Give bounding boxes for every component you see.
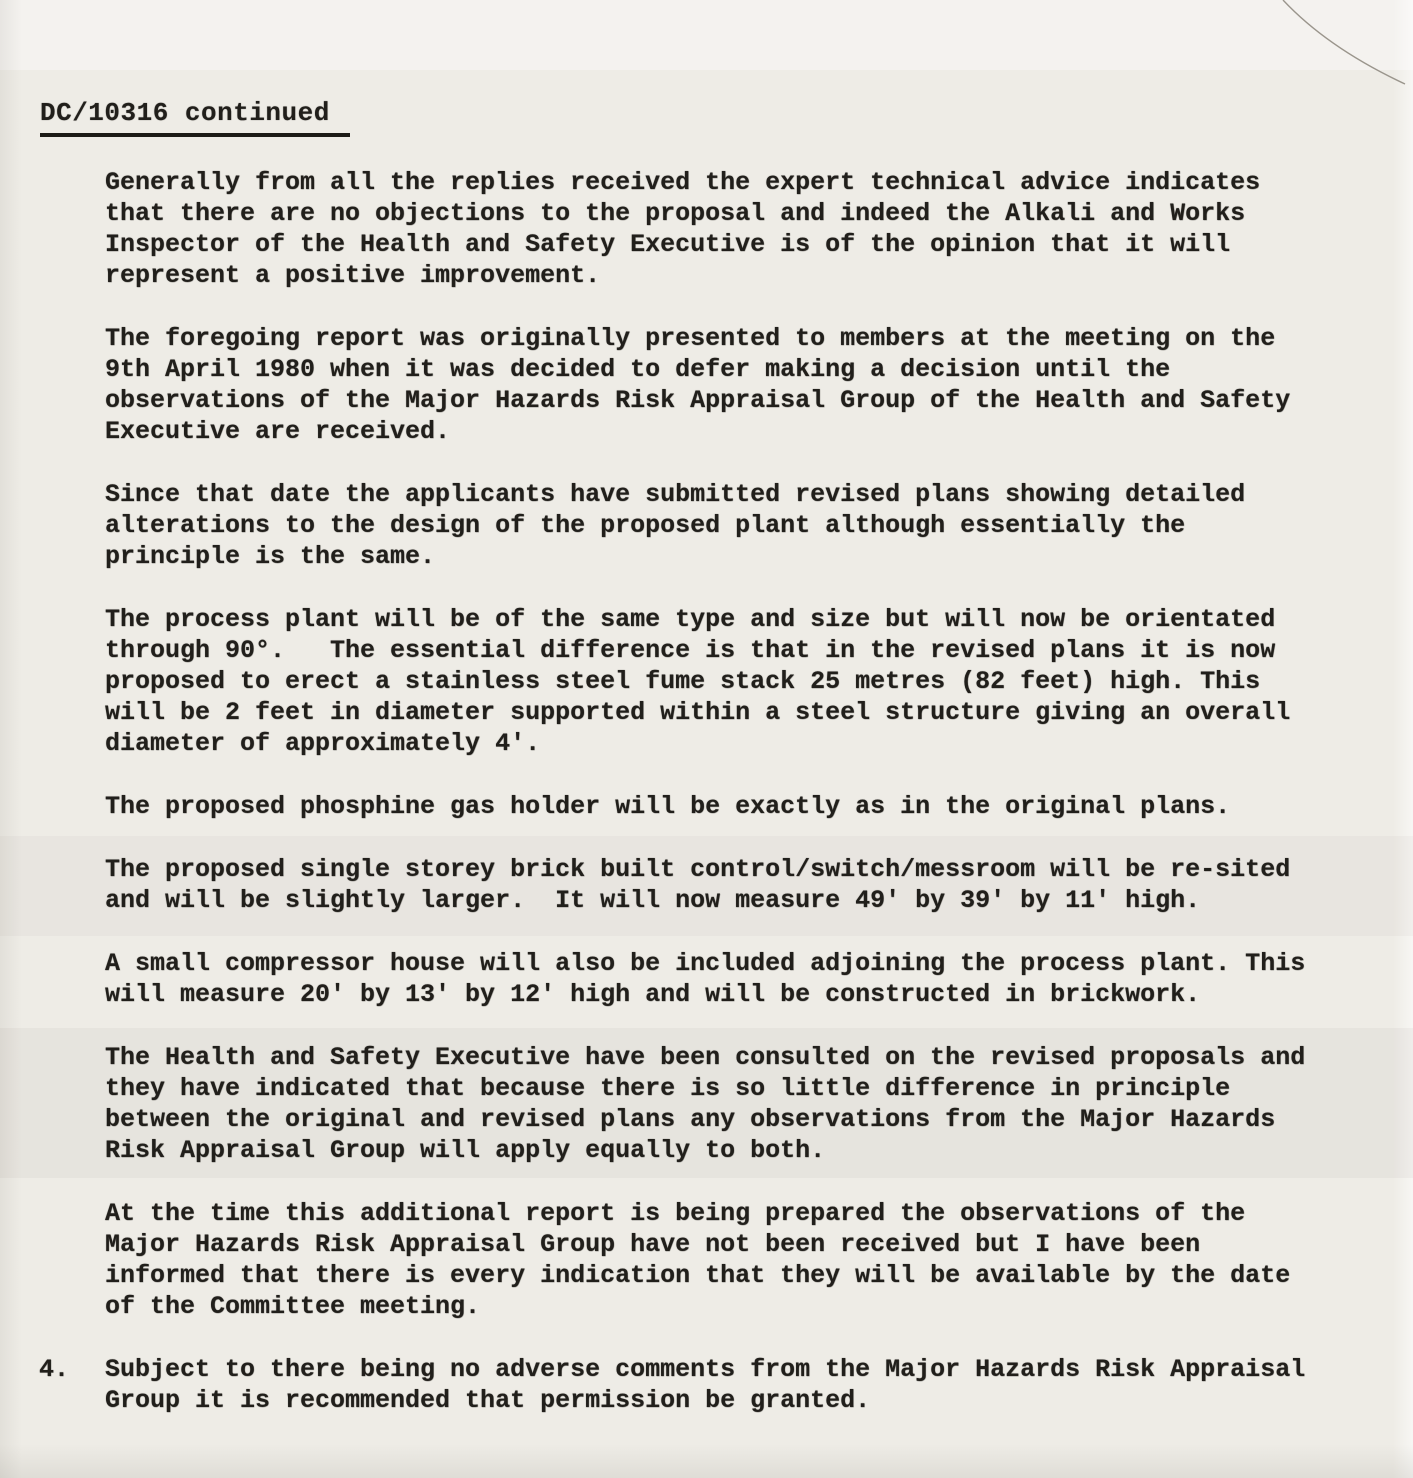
paragraph-gas-holder: The proposed phosphine gas holder will be exactly as in the original plans. <box>105 792 1231 821</box>
item-text: Subject to there being no adverse comments from the Major Hazards Risk Appraisal Group it is recommended that permission be granted. <box>105 1355 1321 1415</box>
paragraph-compressor-house: A small compressor house will also be included adjoining the process plant. This will measure 20' by 13' by 12' high and will be constructed in brickwork. <box>105 949 1321 1009</box>
scan-shading-bottom <box>0 1444 1413 1478</box>
scan-shading-left <box>0 0 22 1478</box>
page-title: DC/10316 continued <box>40 98 350 137</box>
paragraph-foregoing-report: The foregoing report was originally presented to members at the meeting on the 9th April 1980 when it was decided to defer making a decision until the observations of the Major Hazards Risk Appraisal Group of the Health and Safety Executive are received. <box>105 324 1306 446</box>
recommendation-item <box>39 1354 1321 1416</box>
paragraph-process-plant: The process plant will be of the same type and size but will now be orientated through 90°. The essential difference is that in the revised plans it is now proposed to erect a stainless steel fume stack 25 metres (82 feet) high. This will be 2 feet in diameter supported within a steel structure giving an overall diameter of approximately 4'. <box>105 605 1306 758</box>
paragraph-control-room: The proposed single storey brick built control/switch/messroom will be re-sited and will be slightly larger. It will now measure 49' by 39' by 11' high. <box>105 855 1306 915</box>
scan-hairline-artifact <box>1233 0 1413 100</box>
item-number: 4. <box>39 1355 70 1384</box>
paragraph-revised-plans: Since that date the applicants have submitted revised plans showing detailed alterations to the design of the proposed plant although essentially the principle is the same. <box>105 480 1261 571</box>
paragraph-observations: At the time this additional report is being prepared the observations of the Major Hazards Risk Appraisal Group have not been received but I have been informed that there is every indication that they will be available by the date of the Committee meeting. <box>105 1199 1306 1321</box>
scan-shading-top <box>0 0 1413 70</box>
paragraph-general-advice: Generally from all the replies received the expert technical advice indicates that there are no objections to the proposal and indeed the Alkali and Works Inspector of the Health and Safety Executive is of the opinion that it will represent a positive improvement. <box>105 168 1276 290</box>
document-body <box>39 167 1321 1416</box>
scan-shading-right <box>1393 0 1413 1478</box>
paragraph-hse-consulted: The Health and Safety Executive have been consulted on the revised proposals and they have indicated that because there is so little difference in principle between the original and revised plans any observations from the Major Hazards Risk Appraisal Group will apply equally to both. <box>105 1043 1321 1165</box>
